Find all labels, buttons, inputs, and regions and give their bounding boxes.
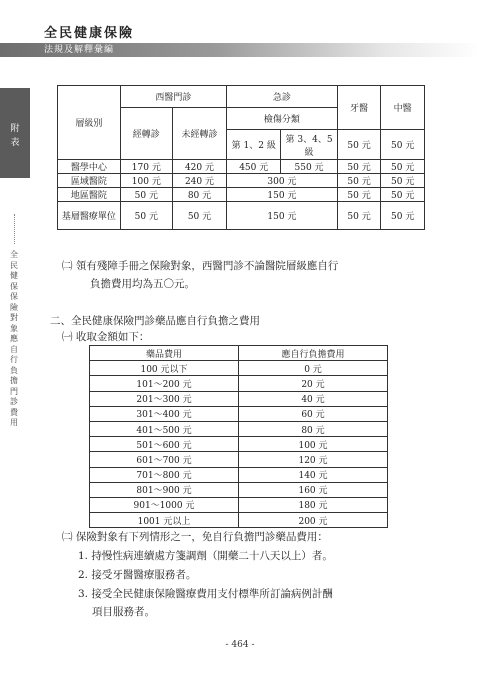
table-row bbox=[58, 188, 425, 202]
cell-no-referral: 50 元 bbox=[172, 202, 226, 230]
cell-no-referral: 240 元 bbox=[172, 174, 226, 188]
side-tab-label: 附表 bbox=[10, 124, 20, 148]
drug-cost: 701～800 元 bbox=[90, 467, 239, 482]
header-copay: 應自行負擔費用 bbox=[239, 346, 388, 361]
copay-amount: 140 元 bbox=[239, 467, 388, 482]
cell-referral: 50 元 bbox=[120, 188, 172, 202]
page-number: - 464 - bbox=[225, 640, 255, 650]
cell-emergency-1-2: 450 元 bbox=[227, 160, 281, 174]
table-row bbox=[90, 376, 388, 391]
drug-cost: 1001 元以上 bbox=[90, 513, 239, 528]
side-dots bbox=[14, 214, 17, 244]
cell-referral: 100 元 bbox=[120, 174, 172, 188]
subheading-exemptions: ㈡ 保險對象有下列情形之一，免自行負擔門診藥品費用： bbox=[62, 531, 328, 543]
header-drug-cost: 藥品費用 bbox=[90, 346, 239, 361]
header-chinese-value: 50 元 bbox=[381, 130, 425, 160]
drug-cost: 801～900 元 bbox=[90, 482, 239, 497]
list-item: 1. 持慢性病連續處方箋調劑（開藥二十八天以上）者。 bbox=[78, 550, 333, 562]
table-row bbox=[58, 202, 425, 230]
table-row bbox=[90, 497, 388, 512]
copay-amount: 0 元 bbox=[239, 361, 388, 376]
table-row bbox=[58, 174, 425, 188]
header-no-referral: 未經轉診 bbox=[172, 108, 226, 160]
cell-emergency: 150 元 bbox=[227, 188, 338, 202]
section-heading: 二、全民健康保險門診藥品應自行負擔之費用 bbox=[50, 315, 260, 327]
table-row bbox=[90, 452, 388, 467]
side-vertical-title: 全民健保保險對象應自行負擔門診費用 bbox=[10, 250, 18, 427]
paragraph-disabled-line2: 負擔費用均為五〇元。 bbox=[90, 278, 195, 290]
copay-amount: 60 元 bbox=[239, 406, 388, 421]
table-row bbox=[90, 513, 388, 528]
drug-cost: 101～200 元 bbox=[90, 376, 239, 391]
cell-dental: 50 元 bbox=[337, 188, 381, 202]
copay-amount: 80 元 bbox=[239, 421, 388, 436]
drug-copay-table bbox=[89, 345, 388, 528]
header-chinese: 中醫 bbox=[381, 86, 425, 130]
header-triage: 檢傷分類 bbox=[227, 108, 338, 130]
copay-amount: 120 元 bbox=[239, 452, 388, 467]
cell-referral: 170 元 bbox=[120, 160, 172, 174]
cell-emergency: 300 元 bbox=[227, 174, 338, 188]
header-level: 層級別 bbox=[58, 86, 121, 160]
drug-cost: 301～400 元 bbox=[90, 406, 239, 421]
copay-amount: 180 元 bbox=[239, 497, 388, 512]
cell-dental: 50 元 bbox=[337, 174, 381, 188]
list-item: 2. 接受牙醫醫療服務者。 bbox=[78, 569, 197, 581]
header-level-1-2: 第 1、2 級 bbox=[227, 130, 281, 160]
header-dental: 牙醫 bbox=[337, 86, 381, 130]
drug-cost: 100 元以下 bbox=[90, 361, 239, 376]
cell-emergency: 150 元 bbox=[227, 202, 338, 230]
subheading-amounts: ㈠ 收取金額如下： bbox=[62, 331, 150, 343]
table-row bbox=[90, 361, 388, 376]
drug-cost: 601～700 元 bbox=[90, 452, 239, 467]
header-western: 西醫門診 bbox=[120, 86, 226, 108]
level-name: 區域醫院 bbox=[58, 174, 121, 188]
copay-amount: 200 元 bbox=[239, 513, 388, 528]
cell-chinese: 50 元 bbox=[381, 160, 425, 174]
copay-amount: 100 元 bbox=[239, 437, 388, 452]
copayment-table bbox=[57, 85, 425, 230]
drug-cost: 401～500 元 bbox=[90, 421, 239, 436]
table-row bbox=[90, 406, 388, 421]
table-row bbox=[90, 437, 388, 452]
list-item-continued: 項目服務者。 bbox=[92, 606, 155, 618]
copay-amount: 20 元 bbox=[239, 376, 388, 391]
copay-amount: 40 元 bbox=[239, 391, 388, 406]
cell-chinese: 50 元 bbox=[381, 188, 425, 202]
table-row bbox=[90, 482, 388, 497]
drug-cost: 501～600 元 bbox=[90, 437, 239, 452]
header-referral: 經轉診 bbox=[120, 108, 172, 160]
copay-amount: 160 元 bbox=[239, 482, 388, 497]
paragraph-disabled-line1: ㈡ 領有殘障手冊之保險對象，西醫門診不論醫院層級應自行 bbox=[62, 260, 339, 272]
cell-no-referral: 80 元 bbox=[172, 188, 226, 202]
cell-dental: 50 元 bbox=[337, 160, 381, 174]
table-row bbox=[58, 160, 425, 174]
table-row bbox=[90, 391, 388, 406]
table-row bbox=[90, 467, 388, 482]
header-title: 全民健康保險 bbox=[44, 26, 135, 41]
cell-referral: 50 元 bbox=[120, 202, 172, 230]
level-name: 地區醫院 bbox=[58, 188, 121, 202]
level-name: 醫學中心 bbox=[58, 160, 121, 174]
table-row bbox=[90, 421, 388, 436]
header-dental-value: 50 元 bbox=[337, 130, 381, 160]
cell-emergency-3-5: 550 元 bbox=[281, 160, 337, 174]
level-name: 基層醫療單位 bbox=[58, 202, 121, 230]
cell-chinese: 50 元 bbox=[381, 202, 425, 230]
header-emergency: 急診 bbox=[227, 86, 338, 108]
cell-dental: 50 元 bbox=[337, 202, 381, 230]
drug-cost: 201～300 元 bbox=[90, 391, 239, 406]
header-level-3-5: 第 3、4、5 級 bbox=[281, 130, 337, 160]
drug-cost: 901～1000 元 bbox=[90, 497, 239, 512]
list-item: 3. 接受全民健康保險醫療費用支付標準所訂論病例計酬 bbox=[78, 588, 333, 600]
header-subtitle: 法規及解釋彙編 bbox=[44, 45, 115, 55]
cell-chinese: 50 元 bbox=[381, 174, 425, 188]
cell-no-referral: 420 元 bbox=[172, 160, 226, 174]
